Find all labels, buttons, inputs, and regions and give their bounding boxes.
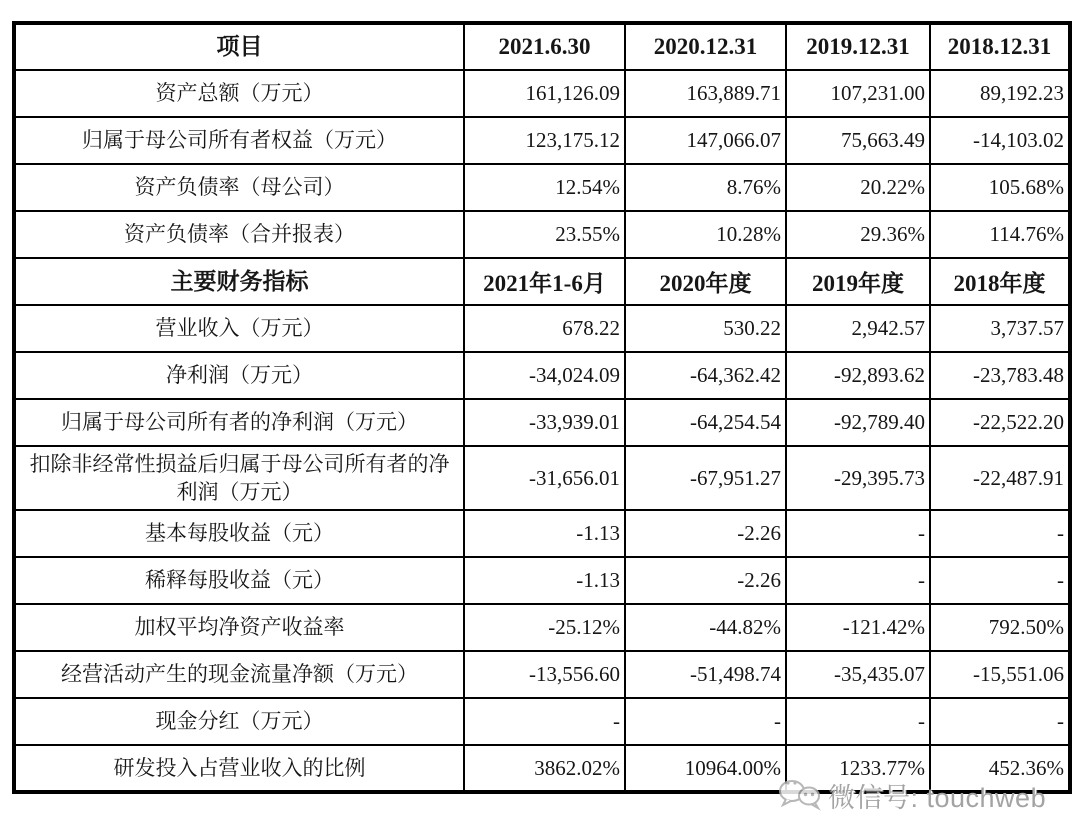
value-cell: 163,889.71 [625, 70, 786, 117]
watermark-text: 微信号: touchweb [828, 782, 1047, 813]
value-cell: -64,362.42 [625, 352, 786, 399]
row-label: 加权平均净资产收益率 [14, 604, 464, 651]
value-cell: -2.26 [625, 557, 786, 604]
value-cell: 29.36% [786, 211, 930, 258]
value-cell: 105.68% [930, 164, 1070, 211]
row-label: 归属于母公司所有者的净利润（万元） [14, 399, 464, 446]
table-row [14, 446, 1070, 510]
table-row [14, 352, 1070, 399]
value-cell: 123,175.12 [464, 117, 625, 164]
column-header: 2020.12.31 [625, 23, 786, 70]
value-cell: - [930, 698, 1070, 745]
table-row [14, 698, 1070, 745]
column-header: 2021年1-6月 [464, 258, 625, 305]
value-cell: -35,435.07 [786, 651, 930, 698]
value-cell: -13,556.60 [464, 651, 625, 698]
column-header: 2018.12.31 [930, 23, 1070, 70]
value-cell: 75,663.49 [786, 117, 930, 164]
value-cell: -15,551.06 [930, 651, 1070, 698]
row-label: 现金分红（万元） [14, 698, 464, 745]
table-row [14, 557, 1070, 604]
row-label: 扣除非经常性损益后归属于母公司所有者的净利润（万元） [14, 446, 464, 510]
value-cell: 3862.02% [464, 745, 625, 792]
value-cell: -1.13 [464, 557, 625, 604]
value-cell: - [464, 698, 625, 745]
table-row [14, 604, 1070, 651]
value-cell: -2.26 [625, 510, 786, 557]
section-header-label: 项目 [14, 23, 464, 70]
table-row [14, 164, 1070, 211]
value-cell: -14,103.02 [930, 117, 1070, 164]
table-row [14, 117, 1070, 164]
value-cell: 678.22 [464, 305, 625, 352]
row-label: 资产总额（万元） [14, 70, 464, 117]
value-cell: -34,024.09 [464, 352, 625, 399]
value-cell: 114.76% [930, 211, 1070, 258]
value-cell: 147,066.07 [625, 117, 786, 164]
value-cell: - [786, 510, 930, 557]
section-header-label: 主要财务指标 [14, 258, 464, 305]
value-cell: -44.82% [625, 604, 786, 651]
value-cell: -92,893.62 [786, 352, 930, 399]
value-cell: - [625, 698, 786, 745]
financial-table-body [14, 23, 1070, 792]
row-label: 资产负债率（母公司） [14, 164, 464, 211]
value-cell: -31,656.01 [464, 446, 625, 510]
table-row [14, 70, 1070, 117]
value-cell: -29,395.73 [786, 446, 930, 510]
value-cell: - [786, 698, 930, 745]
value-cell: - [930, 557, 1070, 604]
table-row [14, 399, 1070, 446]
table-row [14, 651, 1070, 698]
table-row [14, 211, 1070, 258]
column-header: 2019.12.31 [786, 23, 930, 70]
table-row [14, 305, 1070, 352]
value-cell: -1.13 [464, 510, 625, 557]
value-cell: 8.76% [625, 164, 786, 211]
value-cell: 20.22% [786, 164, 930, 211]
row-label: 资产负债率（合并报表） [14, 211, 464, 258]
value-cell: - [786, 557, 930, 604]
value-cell: -51,498.74 [625, 651, 786, 698]
value-cell: 1233.77% [786, 745, 930, 792]
value-cell: 161,126.09 [464, 70, 625, 117]
value-cell: -25.12% [464, 604, 625, 651]
row-label: 研发投入占营业收入的比例 [14, 745, 464, 792]
value-cell: 452.36% [930, 745, 1070, 792]
value-cell: -22,522.20 [930, 399, 1070, 446]
value-cell: 10.28% [625, 211, 786, 258]
value-cell: -121.42% [786, 604, 930, 651]
value-cell: 530.22 [625, 305, 786, 352]
value-cell: 10964.00% [625, 745, 786, 792]
financial-table [12, 21, 1072, 794]
value-cell: 3,737.57 [930, 305, 1070, 352]
value-cell: -33,939.01 [464, 399, 625, 446]
column-header: 2020年度 [625, 258, 786, 305]
row-label: 营业收入（万元） [14, 305, 464, 352]
column-header: 2021.6.30 [464, 23, 625, 70]
column-header: 2019年度 [786, 258, 930, 305]
value-cell: 23.55% [464, 211, 625, 258]
column-header: 2018年度 [930, 258, 1070, 305]
value-cell: -23,783.48 [930, 352, 1070, 399]
table-row [14, 510, 1070, 557]
table-header-row [14, 258, 1070, 305]
watermark [778, 772, 1078, 818]
value-cell: -64,254.54 [625, 399, 786, 446]
row-label: 基本每股收益（元） [14, 510, 464, 557]
wechat-icon [778, 775, 822, 816]
value-cell: 89,192.23 [930, 70, 1070, 117]
row-label: 归属于母公司所有者权益（万元） [14, 117, 464, 164]
row-label: 经营活动产生的现金流量净额（万元） [14, 651, 464, 698]
row-label: 稀释每股收益（元） [14, 557, 464, 604]
value-cell: -92,789.40 [786, 399, 930, 446]
value-cell: 107,231.00 [786, 70, 930, 117]
value-cell: 2,942.57 [786, 305, 930, 352]
value-cell: -22,487.91 [930, 446, 1070, 510]
table-header-row [14, 23, 1070, 70]
value-cell: - [930, 510, 1070, 557]
row-label: 净利润（万元） [14, 352, 464, 399]
value-cell: -67,951.27 [625, 446, 786, 510]
value-cell: 792.50% [930, 604, 1070, 651]
value-cell: 12.54% [464, 164, 625, 211]
